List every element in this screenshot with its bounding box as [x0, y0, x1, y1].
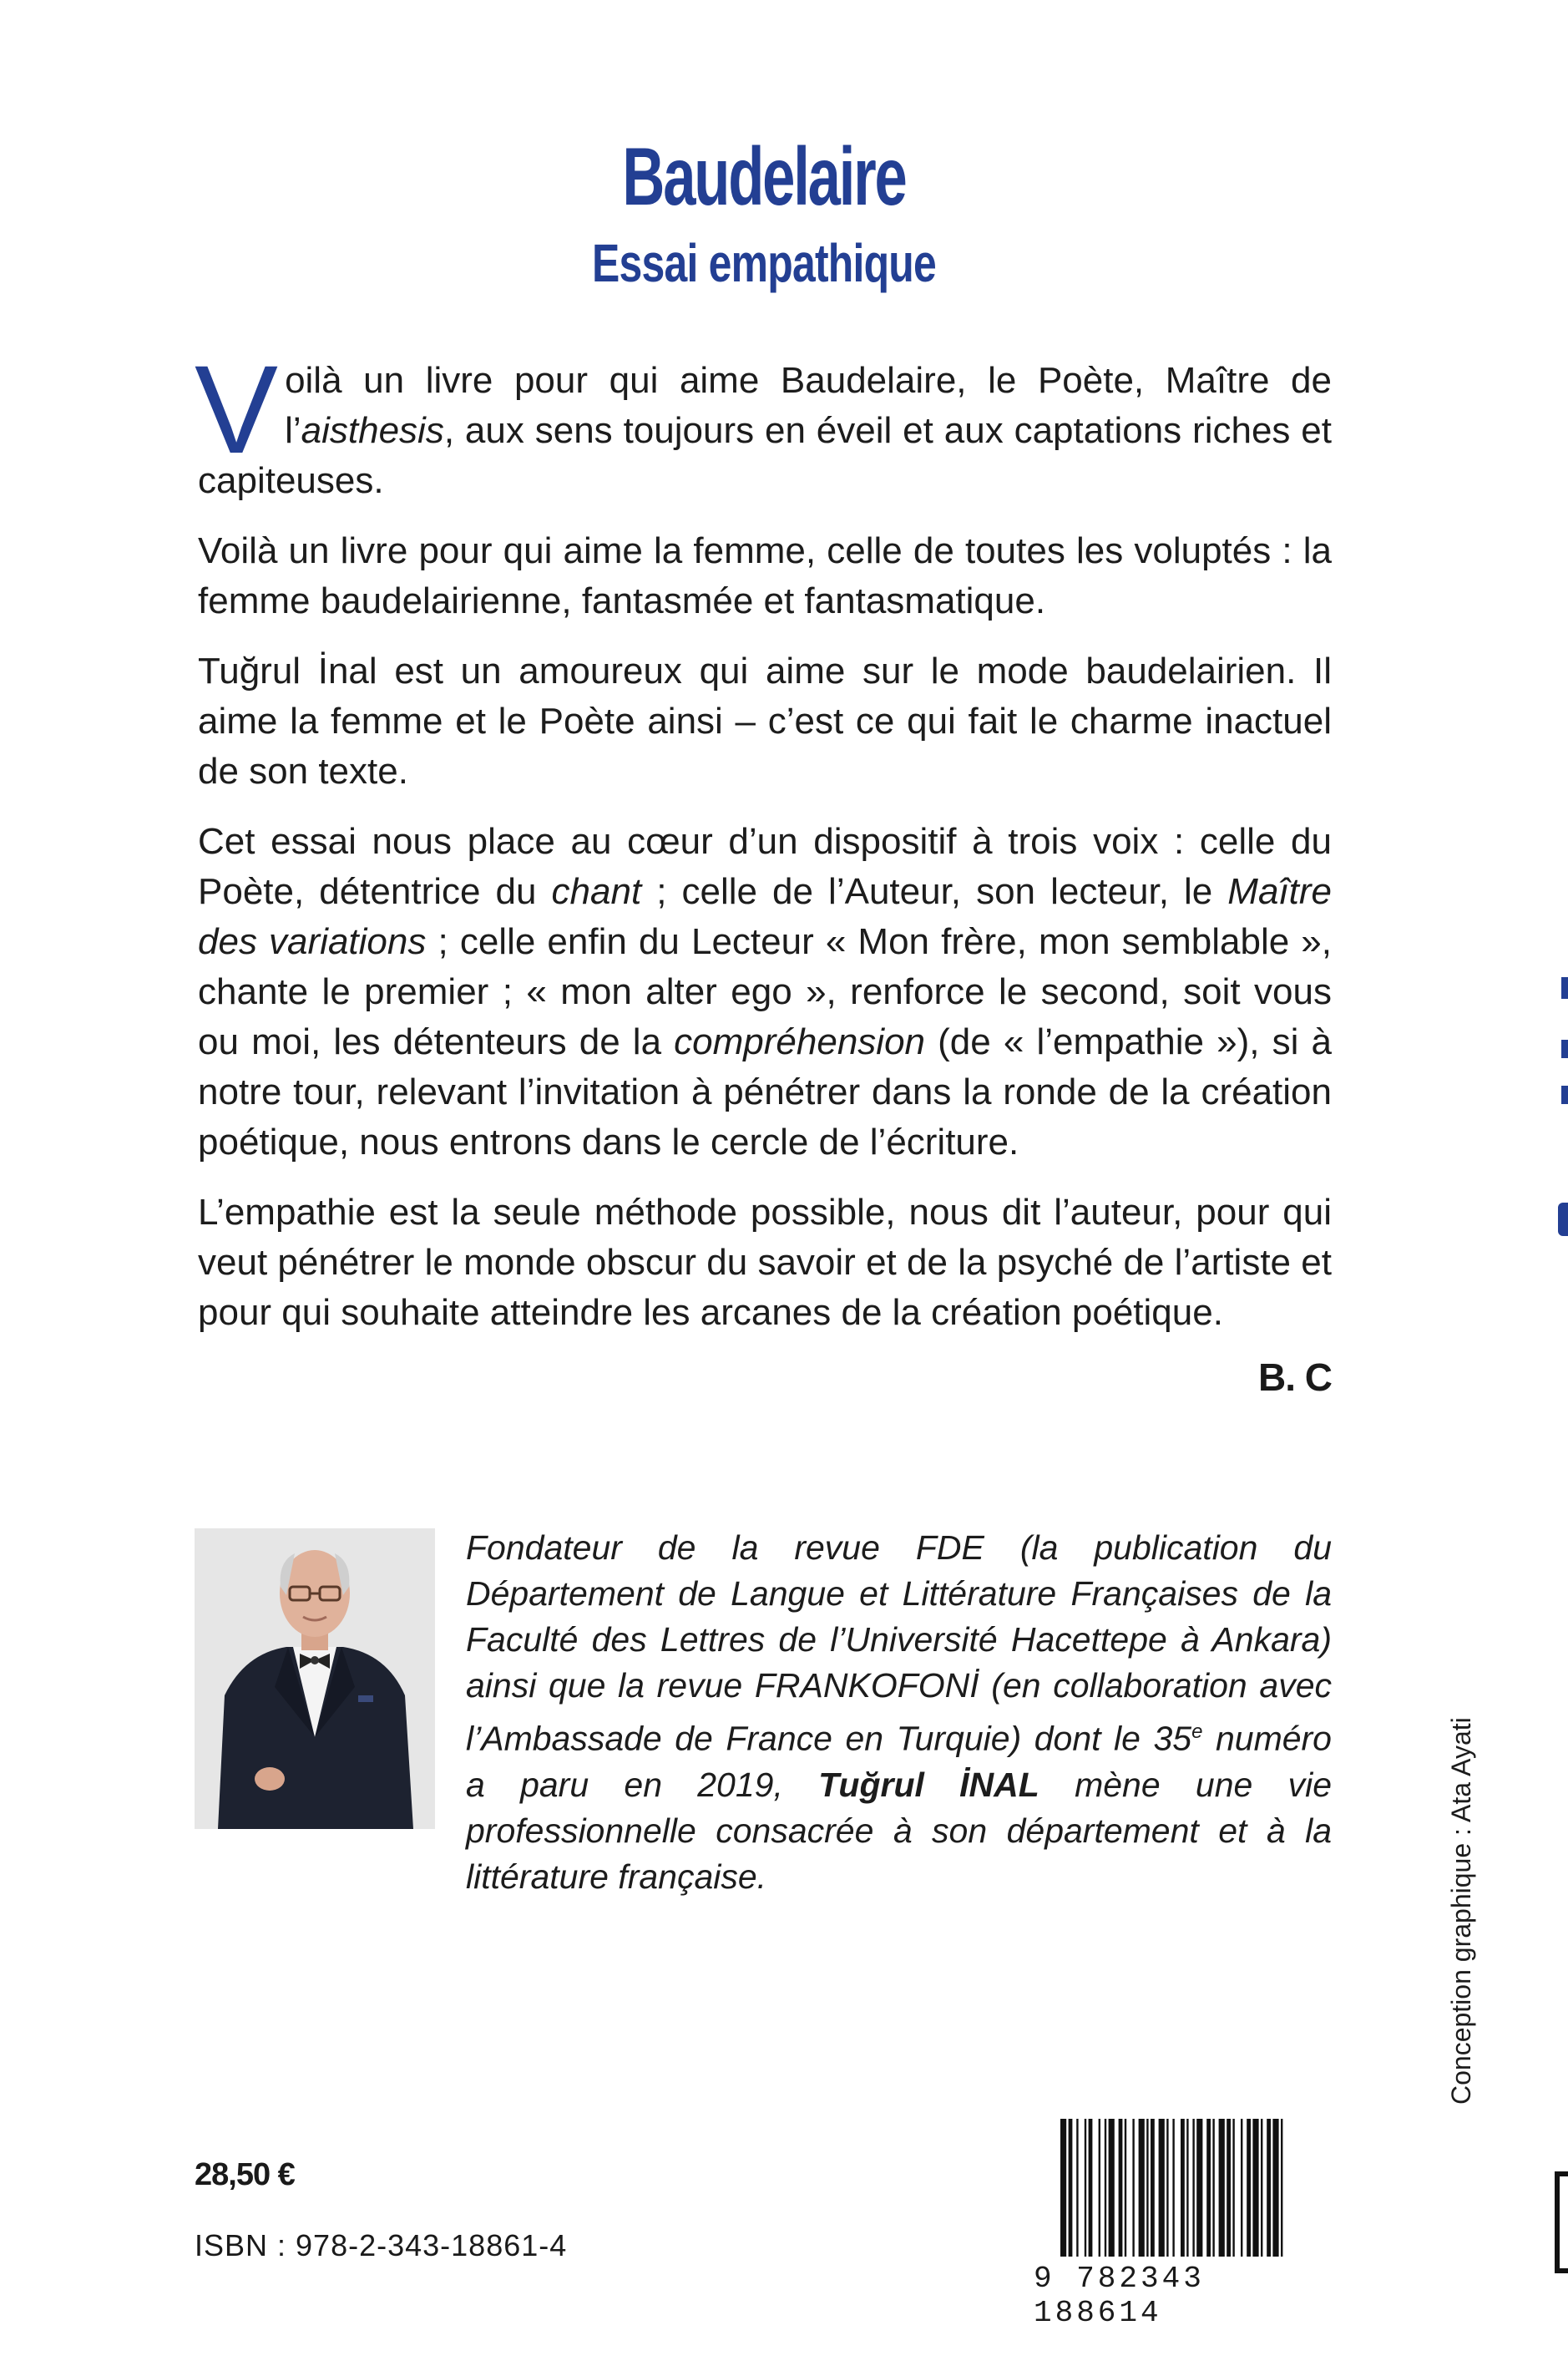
spine-edge-mark — [1561, 1086, 1568, 1104]
blurb-paragraph-2: Voilà un livre pour qui aime la femme, celle de toutes les voluptés : la femme baudelairienne, fantasmée et fantasmatique. — [198, 530, 1332, 621]
author-bio: Fondateur de la revue FDE (la publication du Département de Langue et Littérature Françaises de la Faculté des Lettres de l’Université Hacettepe à Ankara) ainsi que la revue FRANKOFONİ (en collaboration avec l’Ambassade de France en Turquie) dont le 35e numéro a paru en 2019, Tuğrul İNAL mène une vie professionnelle consacrée à son département et à la littérature française. — [466, 1528, 1332, 1896]
author-photo — [195, 1528, 435, 1829]
barcode-bar — [1099, 2119, 1100, 2257]
back-cover-blurb — [195, 339, 1333, 1358]
barcode-bar — [1247, 2119, 1251, 2257]
barcode-bar — [1151, 2119, 1155, 2257]
barcode-bar — [1267, 2119, 1271, 2257]
barcode-bar — [1252, 2119, 1258, 2257]
barcode-bar — [1212, 2119, 1214, 2257]
barcode-bar — [1172, 2119, 1174, 2257]
barcode-bar — [1272, 2119, 1278, 2257]
barcode-bar — [1186, 2119, 1188, 2257]
barcode-bar — [1281, 2119, 1282, 2257]
blurb-paragraph-3: Tuğrul İnal est un amoureux qui aime sur le mode baudelairien. Il aime la femme et le Poète ainsi – c’est ce qui fait le charme inactuel de son texte. — [198, 651, 1332, 792]
book-title: Baudelaire — [622, 130, 906, 222]
barcode-bar — [1261, 2119, 1262, 2257]
barcode-bar — [1146, 2119, 1148, 2257]
design-credit: Conception graphique : Ata Ayati — [1446, 1717, 1476, 2105]
blurb-signature: B. C — [1258, 1355, 1332, 1399]
barcode-bar — [1219, 2119, 1225, 2257]
barcode-bar — [1060, 2119, 1066, 2257]
author-name: Tuğrul İNAL — [818, 1765, 1039, 1804]
barcode-bar — [1227, 2119, 1231, 2257]
barcode-bar — [1159, 2119, 1165, 2257]
barcode-bar — [1132, 2119, 1134, 2257]
barcode-bar — [1241, 2119, 1242, 2257]
price: 28,50 € — [195, 2157, 295, 2192]
blurb-paragraph-1: Voilà un livre pour qui aime Baudelaire, le Poète, Maître de l’aisthesis, aux sens toujours en éveil et aux captations riches et capiteuses. — [195, 339, 1332, 501]
barcode-digits: 9 782343 188614 — [1034, 2262, 1205, 2330]
barcode-bar — [1109, 2119, 1115, 2257]
barcode-bar — [1192, 2119, 1194, 2257]
blurb-paragraph-5: L’empathie est la seule méthode possible, nous dit l’auteur, pour qui veut pénétrer le monde obscur du savoir et de la psyché de l’artiste et pour qui souhaite atteindre les arcanes de la création poétique. — [198, 1192, 1332, 1333]
spine-edge-mark — [1561, 977, 1568, 999]
barcode-bar — [1119, 2119, 1123, 2257]
barcode-bar — [1105, 2119, 1106, 2257]
isbn: ISBN : 978-2-343-18861-4 — [195, 2228, 568, 2262]
barcode-bar — [1181, 2119, 1185, 2257]
spine-edge-mark — [1561, 1040, 1568, 1058]
spine-edge-bracket — [1555, 2171, 1568, 2273]
barcode-bar — [1166, 2119, 1168, 2257]
book-subtitle: Essai empathique — [592, 233, 936, 293]
barcode-bar — [1232, 2119, 1234, 2257]
barcode-bar — [1089, 2119, 1093, 2257]
barcode-bar — [1069, 2119, 1073, 2257]
blurb-paragraph-4: Cet essai nous place au cœur d’un dispositif à trois voix : celle du Poète, détentrice du chant ; celle de l’Auteur, son lecteur, le Maître des variations ; celle enfin du Lecteur « Mon frère, mon semblable », chante le premier ; « mon alter ego », renforce le second, soit vous ou moi, les détenteurs de la compréhension (de « l’empathie »), si à notre tour, relevant l’invitation à pénétrer dans la ronde de la création poétique, nous entrons dans le cercle de l’écriture. — [198, 821, 1333, 1163]
barcode-bar — [1076, 2119, 1078, 2257]
drop-cap: V — [195, 339, 279, 479]
barcode-bar — [1196, 2119, 1202, 2257]
spine-edge-mark — [1558, 1203, 1568, 1236]
barcode-bars — [1050, 2119, 1334, 2261]
barcode-bar — [1139, 2119, 1145, 2257]
author-portrait-image — [195, 1528, 435, 1829]
barcode-bar — [1125, 2119, 1126, 2257]
barcode-bar — [1085, 2119, 1086, 2257]
barcode-bar — [1206, 2119, 1211, 2257]
